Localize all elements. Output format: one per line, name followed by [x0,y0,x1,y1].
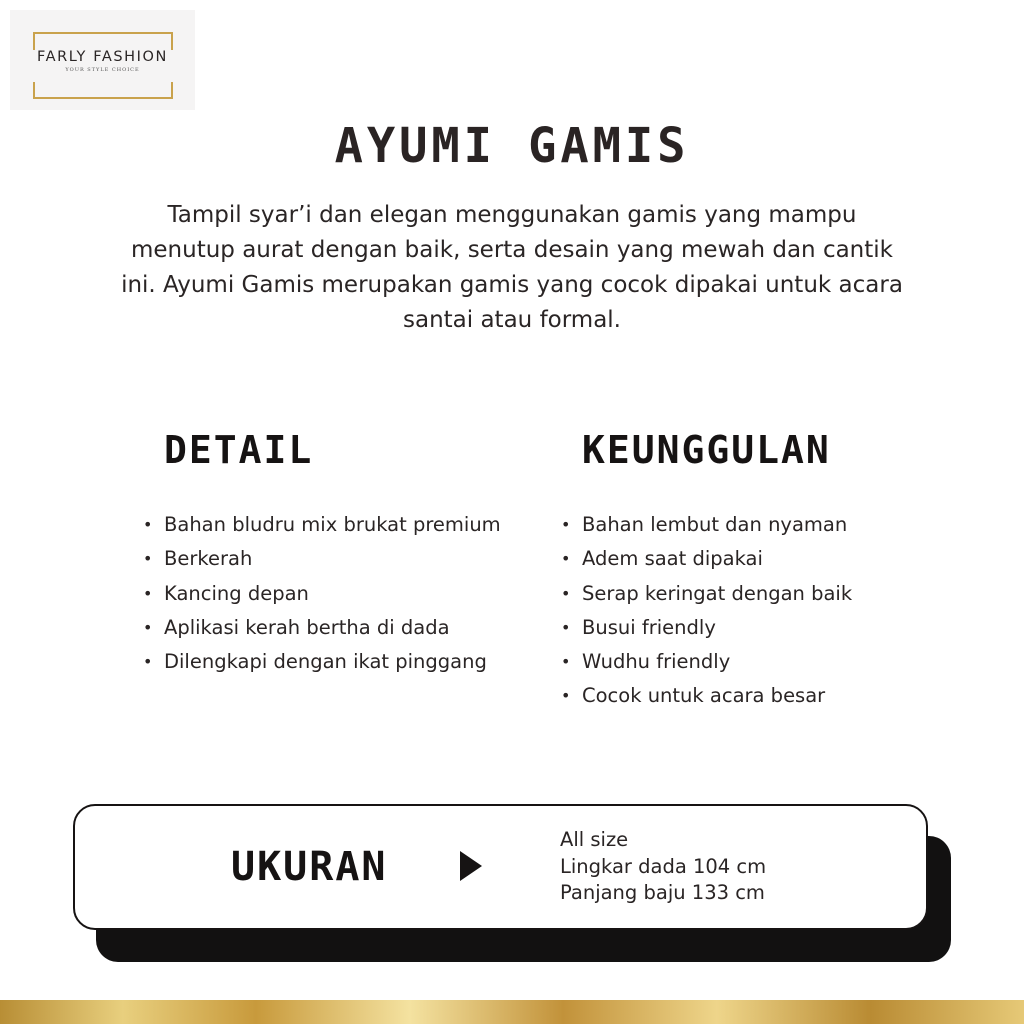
size-card [73,804,928,930]
list-item-text: Cocok untuk acara besar [582,684,826,708]
list-item [558,542,852,576]
list-item [558,577,852,611]
list-item-text: Serap keringat dengan baik [582,581,853,605]
size-line: All size [560,828,629,851]
list-item-text: Dilengkapi dengan ikat pinggang [164,650,487,674]
bullet-icon: • [143,583,153,603]
detail-heading: DETAIL [164,428,314,472]
list-item-text: Bahan bludru mix brukat premium [164,513,501,536]
gold-footer-bar [0,1000,1024,1024]
list-item [140,508,501,542]
detail-list [140,508,501,679]
bullet-icon: • [143,652,153,672]
list-item [140,645,501,679]
list-item-text: Aplikasi kerah bertha di dada [164,615,450,639]
bullet-icon: • [561,549,571,569]
play-arrow-icon [460,851,482,881]
list-item-text: Berkerah [164,547,253,571]
logo-title: FARLY FASHION [37,49,168,65]
list-item [558,679,852,713]
bullet-icon: • [143,549,153,569]
keunggulan-heading: KEUNGGULAN [582,428,831,472]
size-heading: UKURAN [231,844,388,890]
bullet-icon: • [143,617,153,637]
bullet-icon: • [561,686,571,706]
bullet-icon: • [143,515,153,534]
product-description: Tampil syar’i dan elegan menggunakan gamis yang mampu menutup aurat dengan baik, serta desain yang mewah dan cantik ini. Ayumi Gamis merupakan gamis yang cocok dipakai untuk acara santai atau formal. [121,202,903,333]
bullet-icon: • [561,617,571,637]
size-line: Panjang baju 133 cm [560,881,765,904]
size-line: Lingkar dada 104 cm [560,854,767,878]
bullet-icon: • [561,652,571,672]
bullet-icon: • [561,515,571,534]
list-item-text: Busui friendly [582,615,716,639]
list-item-text: Adem saat dipakai [582,547,763,571]
list-item-text: Kancing depan [164,581,309,605]
logo-tagline: YOUR STYLE CHOICE [65,67,140,73]
list-item [558,508,852,542]
brand-logo [10,10,195,110]
list-item [140,611,501,645]
list-item [140,577,501,611]
list-item [558,611,852,645]
size-details [560,827,766,907]
list-item-text: Bahan lembut dan nyaman [582,513,848,536]
product-title: AYUMI GAMIS [334,118,690,174]
list-item [140,542,501,576]
bullet-icon: • [561,583,571,603]
list-item [558,645,852,679]
keunggulan-list [558,508,852,714]
list-item-text: Wudhu friendly [582,650,731,674]
